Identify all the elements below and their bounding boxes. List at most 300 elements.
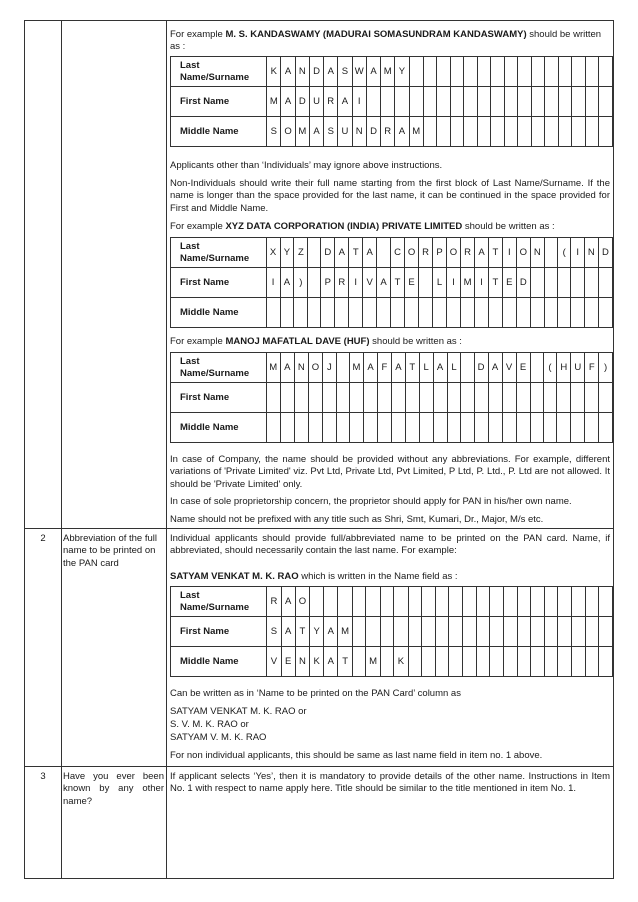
char-box xyxy=(502,383,516,413)
char-box xyxy=(531,617,545,647)
char-box xyxy=(475,298,489,328)
row-divider xyxy=(25,766,613,767)
char-box xyxy=(476,587,490,617)
grid-row-label: First Name xyxy=(171,383,267,413)
char-box xyxy=(545,117,559,147)
char-box xyxy=(557,383,571,413)
char-box xyxy=(435,617,449,647)
grid-row xyxy=(171,117,613,147)
item-label: Abbreviation of the full name to be printed on the PAN card xyxy=(63,533,158,569)
char-box: T xyxy=(295,617,309,647)
char-box xyxy=(408,587,422,617)
non-individual-note: For non individual applicants, this should be same as last name field in item no. 1 above. xyxy=(170,750,543,761)
char-box xyxy=(450,87,464,117)
char-box xyxy=(446,298,460,328)
abbreviation-option: SATYAM V. M. K. RAO xyxy=(170,732,267,743)
char-box xyxy=(464,57,478,87)
abbreviation-option: S. V. M. K. RAO or xyxy=(170,719,249,730)
char-box xyxy=(366,617,380,647)
grid-row-label: Middle Name xyxy=(171,298,267,328)
char-box xyxy=(474,383,488,413)
char-box: D xyxy=(295,87,309,117)
char-box: O xyxy=(295,587,309,617)
char-box: R xyxy=(324,87,338,117)
char-box xyxy=(599,413,613,443)
char-box xyxy=(489,298,503,328)
char-box: A xyxy=(324,647,338,677)
char-box: V xyxy=(267,647,281,677)
char-box xyxy=(366,587,380,617)
char-box xyxy=(490,647,504,677)
char-box: R xyxy=(381,117,395,147)
char-box xyxy=(352,617,366,647)
char-box xyxy=(380,587,394,617)
char-box xyxy=(584,268,598,298)
char-box xyxy=(266,383,280,413)
char-box xyxy=(516,413,530,443)
char-box xyxy=(461,383,474,413)
char-box: D xyxy=(474,353,488,383)
char-box: A xyxy=(309,117,323,147)
char-box xyxy=(544,587,558,617)
char-box xyxy=(463,647,477,677)
char-box xyxy=(336,383,349,413)
char-box xyxy=(599,57,613,87)
char-box: T xyxy=(391,268,405,298)
char-box: I xyxy=(352,87,366,117)
char-box xyxy=(488,383,502,413)
char-box xyxy=(435,647,449,677)
char-box xyxy=(530,413,543,443)
char-box xyxy=(491,117,505,147)
char-box xyxy=(476,617,490,647)
char-box: A xyxy=(363,238,377,268)
char-box xyxy=(377,298,391,328)
char-box xyxy=(517,617,531,647)
char-box xyxy=(585,413,599,443)
char-box xyxy=(558,117,572,147)
char-box xyxy=(477,117,491,147)
char-box xyxy=(349,298,363,328)
grid-row xyxy=(171,298,613,328)
char-box xyxy=(391,383,405,413)
grid-row xyxy=(171,87,613,117)
char-box xyxy=(461,413,474,443)
grid-row xyxy=(171,617,613,647)
grid-row xyxy=(171,238,613,268)
char-box xyxy=(450,117,464,147)
grid-row-label: Middle Name xyxy=(171,413,267,443)
char-box xyxy=(381,87,395,117)
char-box xyxy=(572,57,586,87)
char-box xyxy=(335,298,349,328)
grid-row xyxy=(171,383,613,413)
char-box: T xyxy=(405,353,419,383)
char-box xyxy=(502,298,516,328)
char-box xyxy=(461,353,474,383)
char-box: D xyxy=(598,238,612,268)
char-box xyxy=(437,117,451,147)
char-box xyxy=(572,87,586,117)
char-box xyxy=(266,413,280,443)
char-box: T xyxy=(489,238,503,268)
char-box: E xyxy=(516,353,530,383)
char-box: S xyxy=(324,117,338,147)
char-box xyxy=(363,298,377,328)
char-box xyxy=(308,298,321,328)
char-box xyxy=(490,617,504,647)
char-box xyxy=(503,647,517,677)
char-box xyxy=(394,587,408,617)
char-box: U xyxy=(309,87,323,117)
char-box: A xyxy=(281,87,295,117)
example4-text: SATYAM VENKAT M. K. RAO which is written in the Name field as : xyxy=(170,571,458,582)
char-box xyxy=(544,647,558,677)
char-box xyxy=(557,268,571,298)
char-box xyxy=(518,57,532,87)
char-box xyxy=(530,298,544,328)
char-box: L xyxy=(419,353,433,383)
char-box: A xyxy=(281,57,295,87)
char-box xyxy=(544,268,557,298)
char-box: M xyxy=(461,268,475,298)
char-box: A xyxy=(280,353,294,383)
char-box: A xyxy=(280,268,294,298)
char-box xyxy=(294,413,308,443)
char-box: P xyxy=(433,238,447,268)
char-box xyxy=(294,383,308,413)
char-box xyxy=(423,117,437,147)
char-box xyxy=(571,268,584,298)
char-box xyxy=(308,268,321,298)
instructions-table xyxy=(24,20,614,879)
char-box xyxy=(530,268,544,298)
char-box: R xyxy=(335,268,349,298)
char-box xyxy=(531,117,545,147)
column-divider xyxy=(61,21,62,878)
char-box xyxy=(585,57,599,87)
char-box xyxy=(394,617,408,647)
char-box: M xyxy=(381,57,395,87)
grid-row-label: Last Name/Surname xyxy=(171,238,267,268)
char-box xyxy=(516,298,530,328)
char-box xyxy=(377,238,391,268)
char-box: N xyxy=(352,117,366,147)
char-box xyxy=(395,87,409,117)
char-box xyxy=(419,268,433,298)
char-box xyxy=(503,587,517,617)
char-box: Y xyxy=(310,617,324,647)
char-box: F xyxy=(585,353,599,383)
char-box: T xyxy=(338,647,352,677)
char-box xyxy=(585,617,599,647)
char-box xyxy=(504,57,518,87)
char-box xyxy=(531,647,545,677)
column-divider xyxy=(166,21,167,878)
char-box: ) xyxy=(599,353,613,383)
char-box xyxy=(558,87,572,117)
char-box: S xyxy=(338,57,352,87)
grid-row-label: Last Name/Surname xyxy=(171,57,267,87)
char-box: I xyxy=(475,268,489,298)
char-box: T xyxy=(349,238,363,268)
char-box: O xyxy=(308,353,322,383)
char-box: A xyxy=(281,617,295,647)
char-box xyxy=(391,298,405,328)
char-box xyxy=(518,117,532,147)
char-box xyxy=(504,87,518,117)
char-box xyxy=(449,647,463,677)
char-box xyxy=(352,647,366,677)
char-box xyxy=(598,298,612,328)
char-box xyxy=(531,87,545,117)
char-box xyxy=(280,383,294,413)
char-box: N xyxy=(584,238,598,268)
char-box: R xyxy=(419,238,433,268)
char-box: D xyxy=(516,268,530,298)
char-box xyxy=(322,413,336,443)
char-box xyxy=(572,617,586,647)
char-box: X xyxy=(266,238,280,268)
char-box xyxy=(338,587,352,617)
char-box: C xyxy=(391,238,405,268)
char-box xyxy=(491,57,505,87)
char-box: A xyxy=(488,353,502,383)
note-proprietorship: In case of sole proprietorship concern, the proprietor should apply for PAN in his/her own name. xyxy=(170,496,572,507)
char-box: A xyxy=(364,353,378,383)
char-box: M xyxy=(295,117,309,147)
char-box: I xyxy=(266,268,280,298)
char-box xyxy=(585,87,599,117)
char-box xyxy=(599,383,613,413)
char-box xyxy=(531,57,545,87)
char-box xyxy=(490,587,504,617)
char-box xyxy=(571,383,585,413)
char-box: ( xyxy=(557,238,571,268)
char-box xyxy=(558,647,572,677)
char-box: A xyxy=(395,117,409,147)
char-box xyxy=(422,617,436,647)
char-box: A xyxy=(366,57,380,87)
char-box: M xyxy=(267,87,281,117)
char-box: K xyxy=(267,57,281,87)
char-box xyxy=(280,298,294,328)
char-box xyxy=(423,57,437,87)
item-label: Have you ever been known by any other name? xyxy=(63,771,164,807)
char-box xyxy=(378,413,392,443)
char-box: ( xyxy=(543,353,557,383)
char-box xyxy=(349,413,363,443)
char-box xyxy=(308,383,322,413)
note-individuals: Applicants other than ‘Individuals’ may ignore above instructions. xyxy=(170,160,443,171)
char-box xyxy=(435,587,449,617)
char-box: U xyxy=(571,353,585,383)
char-box: M xyxy=(409,117,423,147)
char-box: M xyxy=(349,353,363,383)
other-name-instructions: If applicant selects ‘Yes’, then it is mandatory to provide details of the other name. Instructions in Item No. 1 with respect to name apply here. Title should be similar to the title mentioned in item No. 1. xyxy=(170,771,610,795)
can-be-written-text: Can be written as in ‘Name to be printed on the PAN Card’ column as xyxy=(170,688,461,699)
name-grid-example4 xyxy=(170,586,613,677)
char-box xyxy=(544,298,557,328)
char-box: E xyxy=(502,268,516,298)
char-box: L xyxy=(433,268,447,298)
abbreviation-intro: Individual applicants should provide full/abbreviated name to be printed on the PAN card. Name, if abbreviated, should necessarily contain the last name. For example: xyxy=(170,533,610,557)
note-non-individuals: Non-Individuals should write their full name starting from the first block of Last Name/Surname. If the name is longer than the space provided for the last name, it can be continued in the space provided for First and Middle Name. xyxy=(170,178,610,214)
name-grid-example1 xyxy=(170,56,613,147)
name-grid-example2 xyxy=(170,237,613,328)
char-box xyxy=(517,647,531,677)
char-box: A xyxy=(377,268,391,298)
char-box xyxy=(558,587,572,617)
char-box xyxy=(463,617,477,647)
char-box: L xyxy=(447,353,461,383)
char-box xyxy=(280,413,294,443)
char-box: E xyxy=(405,268,419,298)
char-box: A xyxy=(475,238,489,268)
note-company: In case of Company, the name should be provided without any abbreviations. For example, different variations of 'Private Limited' viz. Pvt Ltd, Private Ltd, Pvt Limited, P Ltd, P. Ltd., P. Ltd are not allowed. It should be 'Private Limited' only. xyxy=(170,454,610,490)
char-box xyxy=(324,587,338,617)
char-box xyxy=(477,87,491,117)
char-box: S xyxy=(267,617,281,647)
char-box: N xyxy=(295,647,309,677)
char-box: T xyxy=(489,268,503,298)
grid-row xyxy=(171,587,613,617)
char-box xyxy=(491,87,505,117)
row-divider xyxy=(25,528,613,529)
char-box xyxy=(477,57,491,87)
char-box: R xyxy=(267,587,281,617)
char-box: U xyxy=(338,117,352,147)
char-box: A xyxy=(335,238,349,268)
char-box xyxy=(405,383,419,413)
char-box xyxy=(572,647,586,677)
char-box: O xyxy=(281,117,295,147)
char-box xyxy=(503,617,517,647)
grid-row-label: Last Name/Surname xyxy=(171,353,267,383)
char-box: V xyxy=(363,268,377,298)
char-box: K xyxy=(394,647,408,677)
char-box xyxy=(518,87,532,117)
grid-row-label: Middle Name xyxy=(171,117,267,147)
char-box xyxy=(433,298,447,328)
char-box xyxy=(405,298,419,328)
item-number: 2 xyxy=(40,533,46,544)
char-box: M xyxy=(338,617,352,647)
char-box xyxy=(558,57,572,87)
char-box xyxy=(504,117,518,147)
char-box xyxy=(336,413,349,443)
char-box xyxy=(464,87,478,117)
char-box: N xyxy=(294,353,308,383)
char-box: O xyxy=(446,238,460,268)
char-box xyxy=(599,647,613,677)
char-box xyxy=(463,587,477,617)
char-box xyxy=(558,617,572,647)
char-box xyxy=(517,587,531,617)
char-box: A xyxy=(338,87,352,117)
char-box xyxy=(366,87,380,117)
char-box xyxy=(447,383,461,413)
grid-row xyxy=(171,413,613,443)
char-box xyxy=(310,587,324,617)
char-box xyxy=(572,117,586,147)
char-box: R xyxy=(461,238,475,268)
char-box xyxy=(352,587,366,617)
char-box xyxy=(409,57,423,87)
char-box xyxy=(474,413,488,443)
grid-row-label: Middle Name xyxy=(171,647,267,677)
grid-row xyxy=(171,57,613,87)
char-box xyxy=(531,587,545,617)
char-box: K xyxy=(310,647,324,677)
example1-text: For example M. S. KANDASWAMY (MADURAI SOMASUNDRAM KANDASWAMY) should be written as : xyxy=(170,29,602,53)
char-box: D xyxy=(321,238,335,268)
char-box: V xyxy=(502,353,516,383)
char-box xyxy=(322,383,336,413)
char-box xyxy=(364,413,378,443)
char-box: J xyxy=(322,353,336,383)
note-no-title: Name should not be prefixed with any title such as Shri, Smt, Kumari, Dr., Major, M/s etc. xyxy=(170,514,544,525)
char-box xyxy=(321,298,335,328)
char-box xyxy=(543,383,557,413)
char-box: ) xyxy=(294,268,308,298)
char-box: A xyxy=(433,353,447,383)
char-box xyxy=(349,383,363,413)
char-box xyxy=(419,298,433,328)
char-box xyxy=(516,383,530,413)
char-box xyxy=(599,117,613,147)
char-box: Y xyxy=(395,57,409,87)
char-box xyxy=(308,238,321,268)
char-box xyxy=(543,413,557,443)
char-box xyxy=(408,647,422,677)
char-box xyxy=(464,117,478,147)
char-box xyxy=(598,268,612,298)
char-box xyxy=(502,413,516,443)
char-box xyxy=(380,617,394,647)
item-number: 3 xyxy=(40,771,46,782)
char-box xyxy=(530,353,543,383)
char-box: H xyxy=(557,353,571,383)
char-box xyxy=(437,87,451,117)
char-box: A xyxy=(324,57,338,87)
name-grid-example3 xyxy=(170,352,613,443)
char-box: D xyxy=(309,57,323,87)
grid-row-label: Last Name/Surname xyxy=(171,587,267,617)
grid-row-label: First Name xyxy=(171,268,267,298)
char-box: A xyxy=(391,353,405,383)
char-box xyxy=(572,587,586,617)
char-box: O xyxy=(405,238,419,268)
char-box xyxy=(449,587,463,617)
char-box xyxy=(585,647,599,677)
char-box xyxy=(422,587,436,617)
char-box xyxy=(585,383,599,413)
char-box: M xyxy=(366,647,380,677)
char-box xyxy=(294,298,308,328)
char-box xyxy=(585,587,599,617)
char-box xyxy=(308,413,322,443)
char-box xyxy=(557,413,571,443)
char-box: Z xyxy=(294,238,308,268)
char-box xyxy=(545,57,559,87)
char-box xyxy=(447,413,461,443)
char-box xyxy=(408,617,422,647)
char-box: M xyxy=(266,353,280,383)
char-box xyxy=(599,587,613,617)
char-box: I xyxy=(349,268,363,298)
char-box: Y xyxy=(280,238,294,268)
